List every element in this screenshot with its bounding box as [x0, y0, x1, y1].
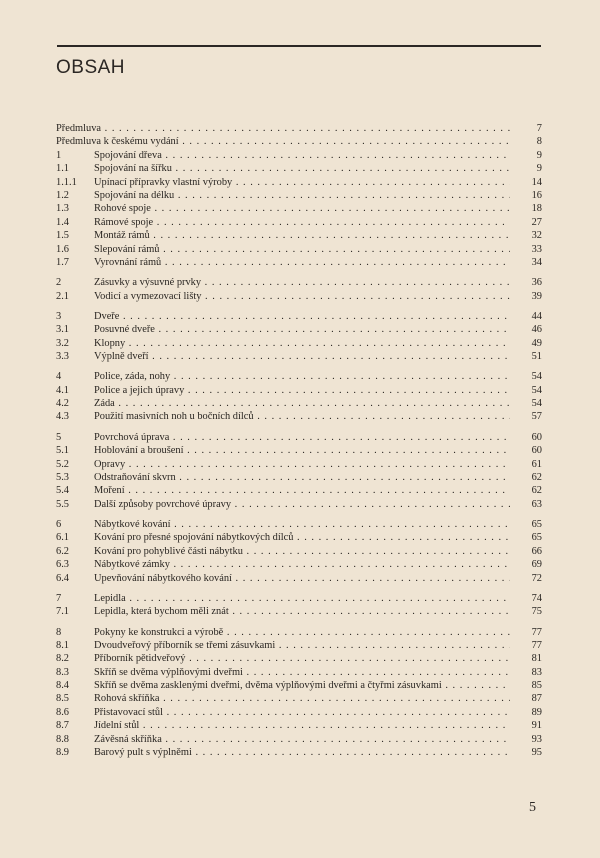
toc-entry-title: Lepidla, která bychom měli znát . . .: [94, 605, 510, 618]
toc-entry-title: Jídelní stůl . . .: [94, 719, 510, 732]
toc-entry-page: 34: [531, 256, 542, 268]
toc-entry: [56, 605, 542, 618]
toc-entry-title: Lepidla . . .: [94, 592, 510, 605]
toc-entry-number: 1.5: [56, 230, 69, 242]
toc-entry: [56, 310, 542, 323]
toc-entry-title: Předmluva . . .: [56, 122, 510, 135]
toc-entry: [56, 531, 542, 544]
toc-entry-page: 14: [531, 176, 542, 188]
toc-entry-page: 39: [531, 290, 542, 302]
toc-entry-title: Montáž rámů . . .: [94, 229, 510, 242]
toc-entry-title: Dveře . . .: [94, 310, 510, 323]
toc-entry-number: 4.1: [56, 384, 69, 396]
toc-entry-title: Odstraňování skvrn . . .: [94, 471, 510, 484]
toc-entry-title: Vyrovnání rámů . . .: [94, 256, 510, 269]
toc-entry-page: 74: [531, 592, 542, 604]
toc-entry-page: 54: [531, 371, 542, 383]
toc-entry-title: Vodicí a vymezovací lišty . . .: [94, 290, 510, 303]
toc-entry-number: 6: [56, 519, 62, 530]
toc-entry: [56, 666, 542, 679]
toc-entry: [56, 216, 542, 229]
toc-entry-title: Police a jejich úpravy . . .: [94, 384, 510, 397]
toc-entry-page: 16: [531, 189, 542, 201]
toc-entry-title: Upínací přípravky vlastní výroby . . .: [94, 176, 510, 189]
toc-entry-title: Zásuvky a výsuvné prvky . . .: [94, 276, 510, 289]
toc-entry: [56, 444, 542, 457]
toc-entry: [56, 337, 542, 350]
toc-entry-page: 18: [531, 203, 542, 215]
toc-entry: [56, 498, 542, 511]
toc-entry-number: 8.2: [56, 653, 69, 665]
toc-entry-title: Police, záda, nohy . . .: [94, 370, 510, 383]
toc-entry: [56, 692, 542, 705]
toc-entry-page: 65: [531, 519, 542, 530]
toc-entry-number: 5: [56, 431, 62, 443]
toc-entry-title: Dvoudveřový příborník se třemi zásuvkami . . .: [94, 639, 510, 652]
toc-entry-title: Použití masivních noh u bočních dílců . . .: [94, 410, 510, 423]
toc-entry-title: Pokyny ke konstrukci a výrobě . . .: [94, 626, 510, 639]
table-of-contents: [56, 122, 542, 759]
toc-entry: [56, 518, 542, 531]
toc-entry: [56, 350, 542, 363]
toc-entry: [56, 256, 542, 269]
toc-entry-page: 36: [531, 277, 542, 289]
toc-entry-page: 33: [531, 243, 542, 255]
toc-entry-number: 1: [56, 149, 62, 161]
toc-entry-number: 4.3: [56, 411, 69, 423]
toc-entry: [56, 545, 542, 558]
toc-entry-title: Slepování rámů . . .: [94, 243, 510, 256]
toc-entry-number: 8.8: [56, 733, 69, 745]
toc-entry: [56, 243, 542, 256]
toc-entry: [56, 706, 542, 719]
toc-entry: [56, 370, 542, 383]
toc-entry: [56, 679, 542, 692]
toc-entry-number: 1.1: [56, 163, 69, 175]
toc-entry: [56, 229, 542, 242]
toc-entry: [56, 397, 542, 410]
toc-entry: [56, 290, 542, 303]
toc-entry: [56, 746, 542, 759]
toc-entry-number: 8.3: [56, 666, 69, 678]
toc-entry: [56, 431, 542, 444]
toc-entry-number: 1.6: [56, 243, 69, 255]
toc-entry-page: 8: [536, 136, 542, 148]
toc-entry-title: Povrchová úprava . . .: [94, 431, 510, 444]
toc-entry-title: Spojování dřeva . . .: [94, 149, 510, 162]
toc-entry-number: 6.4: [56, 572, 69, 584]
toc-entry-title: Příborník pětidveřový . . .: [94, 652, 510, 665]
toc-entry-page: 51: [531, 351, 542, 363]
toc-entry-page: 77: [531, 639, 542, 651]
toc-entry: [56, 733, 542, 746]
toc-entry-page: 85: [531, 680, 542, 692]
toc-entry-page: 46: [531, 324, 542, 336]
toc-entry-title: Hoblování a broušení . . .: [94, 444, 510, 457]
toc-entry: [56, 135, 542, 148]
toc-entry-number: 8.7: [56, 720, 69, 732]
toc-entry: [56, 592, 542, 605]
toc-entry: [56, 323, 542, 336]
toc-entry: [56, 189, 542, 202]
toc-entry-title: Kování pro pohyblivé části nábytku . . .: [94, 545, 510, 558]
toc-entry: [56, 162, 542, 175]
toc-entry-number: 5.5: [56, 498, 69, 510]
toc-entry: [56, 176, 542, 189]
toc-entry-number: 5.2: [56, 458, 69, 470]
toc-entry-title: Rohová skříňka . . .: [94, 692, 510, 705]
toc-entry-number: 3.2: [56, 337, 69, 349]
toc-entry-title: Upevňování nábytkového kování . . .: [94, 572, 510, 585]
toc-entry-title: Barový pult s výplněmi . . .: [94, 746, 510, 759]
toc-entry-page: 62: [531, 485, 542, 497]
toc-entry-page: 65: [531, 532, 542, 544]
toc-entry-page: 95: [531, 747, 542, 759]
toc-entry: [56, 484, 542, 497]
toc-entry-page: 27: [531, 216, 542, 228]
toc-entry-number: 1.7: [56, 256, 69, 268]
toc-entry-number: 5.4: [56, 485, 69, 497]
toc-entry-number: 4.2: [56, 398, 69, 410]
toc-entry: [56, 652, 542, 665]
toc-entry-page: 44: [531, 310, 542, 322]
toc-entry-number: 4: [56, 371, 62, 383]
toc-entry-number: 1.1.1: [56, 176, 77, 188]
toc-entry-page: 62: [531, 471, 542, 483]
toc-entry-page: 7: [536, 123, 542, 134]
toc-entry: [56, 626, 542, 639]
toc-entry-title: Rohové spoje . . .: [94, 202, 510, 215]
toc-entry-page: 32: [531, 230, 542, 242]
toc-entry-title: Spojování na šířku . . .: [94, 162, 510, 175]
toc-entry-number: 3.1: [56, 324, 69, 336]
toc-entry-page: 61: [531, 458, 542, 470]
toc-entry-number: 6.3: [56, 559, 69, 571]
toc-entry-number: 1.2: [56, 189, 69, 201]
toc-entry-page: 66: [531, 545, 542, 557]
toc-entry-page: 54: [531, 384, 542, 396]
toc-entry-page: 63: [531, 498, 542, 510]
toc-entry-page: 87: [531, 693, 542, 705]
toc-entry-number: 1.3: [56, 203, 69, 215]
toc-entry-title: Závěsná skříňka . . .: [94, 733, 510, 746]
toc-entry-number: 8.6: [56, 706, 69, 718]
toc-entry-title: Spojování na délku . . .: [94, 189, 510, 202]
toc-entry-page: 9: [536, 149, 542, 161]
toc-entry: [56, 122, 542, 135]
toc-entry-title: Posuvné dveře . . .: [94, 323, 510, 336]
toc-entry-page: 77: [531, 626, 542, 638]
toc-entry: [56, 384, 542, 397]
toc-entry-number: 8.4: [56, 680, 69, 692]
toc-entry: [56, 471, 542, 484]
header-rule: [57, 45, 541, 47]
toc-entry-page: 49: [531, 337, 542, 349]
toc-entry-number: 5.3: [56, 471, 69, 483]
toc-entry-number: 1.4: [56, 216, 69, 228]
toc-entry-number: 8.9: [56, 747, 69, 759]
toc-entry-number: 3: [56, 310, 62, 322]
toc-entry-number: 6.1: [56, 532, 69, 544]
toc-entry-page: 91: [531, 720, 542, 732]
toc-entry-title: Opravy . . .: [94, 458, 510, 471]
toc-entry: [56, 458, 542, 471]
toc-entry-number: 7: [56, 592, 62, 604]
toc-entry-title: Předmluva k českému vydání . . .: [56, 135, 510, 148]
toc-entry: [56, 202, 542, 215]
toc-entry-title: Moření . . .: [94, 484, 510, 497]
page-number: 5: [529, 800, 536, 815]
toc-entry-page: 69: [531, 559, 542, 571]
toc-entry-number: 6.2: [56, 545, 69, 557]
page-title: OBSAH: [56, 57, 126, 78]
toc-entry-page: 9: [536, 163, 542, 175]
toc-entry: [56, 558, 542, 571]
toc-entry-title: Klopny . . .: [94, 337, 510, 350]
toc-entry: [56, 572, 542, 585]
toc-entry-number: 8.5: [56, 693, 69, 705]
toc-entry-page: 75: [531, 606, 542, 618]
toc-entry: [56, 719, 542, 732]
toc-entry-title: Záda . . .: [94, 397, 510, 410]
toc-entry-title: Výplně dveří . . .: [94, 350, 510, 363]
toc-entry-number: 3.3: [56, 351, 69, 363]
toc-entry: [56, 276, 542, 289]
toc-entry-title: Skříň se dvěma zasklenými dveřmi, dvěma výplňovými dveřmi a čtyřmi zásuvkami . . .: [94, 679, 510, 692]
toc-entry-title: Rámové spoje . . .: [94, 216, 510, 229]
toc-entry-page: 60: [531, 431, 542, 443]
toc-entry-title: Přistavovací stůl . . .: [94, 706, 510, 719]
toc-entry-number: 8.1: [56, 639, 69, 651]
toc-entry-page: 89: [531, 706, 542, 718]
toc-entry-page: 57: [531, 411, 542, 423]
toc-entry-number: 5.1: [56, 445, 69, 457]
toc-entry-page: 54: [531, 398, 542, 410]
toc-entry-page: 83: [531, 666, 542, 678]
toc-entry-title: Kování pro přesné spojování nábytkových dílců . . .: [94, 531, 510, 544]
toc-entry-number: 2.1: [56, 290, 69, 302]
toc-entry-page: 60: [531, 445, 542, 457]
toc-entry-title: Nábytkové zámky . . .: [94, 558, 510, 571]
toc-entry-title: Další způsoby povrchové úpravy . . .: [94, 498, 510, 511]
toc-entry-page: 72: [531, 572, 542, 584]
toc-entry: [56, 639, 542, 652]
toc-entry-title: Skříň se dvěma výplňovými dveřmi . . .: [94, 666, 510, 679]
toc-entry-number: 7.1: [56, 606, 69, 618]
toc-entry-number: 8: [56, 626, 62, 638]
toc-entry: [56, 149, 542, 162]
toc-entry-title: Nábytkové kování . . .: [94, 518, 510, 531]
toc-entry-page: 93: [531, 733, 542, 745]
toc-entry-page: 81: [531, 653, 542, 665]
toc-entry-number: 2: [56, 277, 62, 289]
toc-entry: [56, 410, 542, 423]
